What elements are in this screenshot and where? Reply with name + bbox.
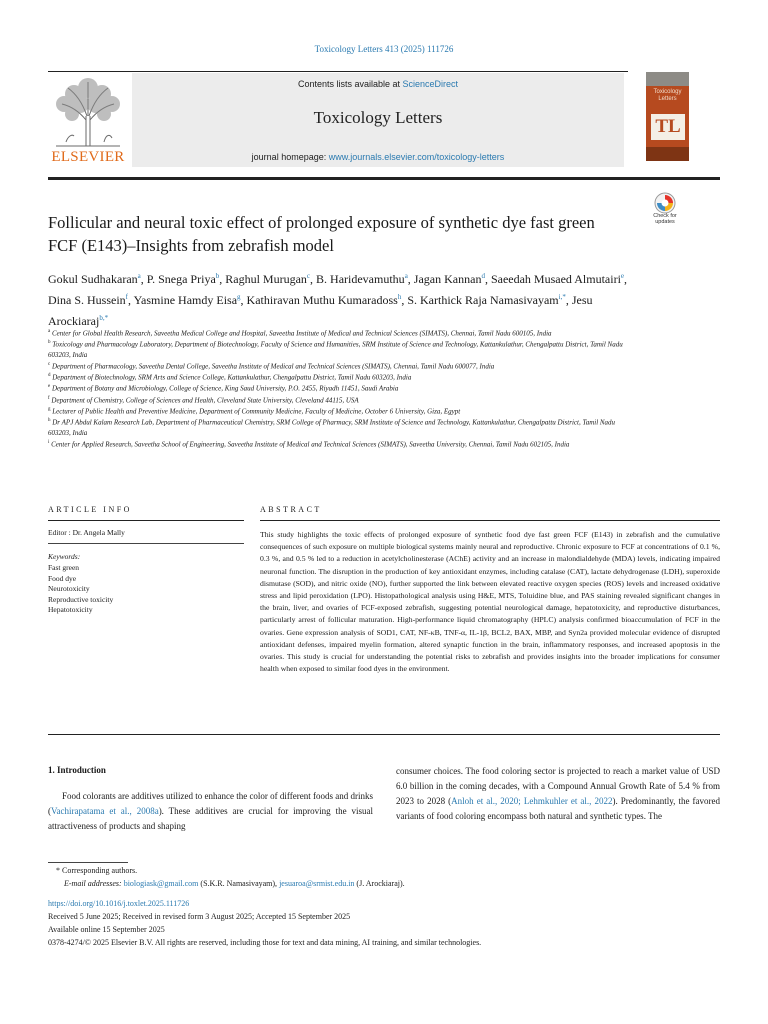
author-affiliation-marker[interactable]: g (237, 293, 241, 301)
cover-title: Toxicology Letters (653, 89, 682, 102)
email-owner-2: (J. Arockiaraj). (354, 879, 405, 888)
author-name[interactable]: Yasmine Hamdy Eisa (133, 293, 238, 307)
author-separator: , (565, 293, 572, 307)
author-name[interactable]: Jagan Kannan (413, 272, 482, 286)
affiliation-marker: h (48, 418, 51, 424)
affiliation-text: Center for Applied Research, Saveetha School of Engineering, Saveetha Institute of Medical and Technical Sciences (SIMATS), Saveetha University, Chennai, Tamil Nadu 602105, India (51, 439, 570, 448)
masthead-top-rule (48, 71, 628, 72)
affiliation-item (48, 382, 638, 393)
masthead-bottom-rule (48, 177, 720, 180)
introduction-paragraph-right (396, 764, 720, 824)
editor-line: Editor : Dr. Angela Mally (48, 528, 125, 537)
author-affiliation-marker[interactable]: b (215, 272, 220, 280)
introduction-heading: 1. Introduction (48, 765, 106, 775)
citation-link[interactable]: Anloh et al., 2020; Lehmkuhler et al., 2022 (451, 796, 613, 806)
author-name[interactable]: Kathiravan Muthu Kumaradoss (246, 293, 398, 307)
affiliation-item (48, 394, 638, 405)
article-info-rule (48, 520, 244, 521)
affiliation-item (48, 371, 638, 382)
homepage-line (132, 152, 624, 162)
author-name[interactable]: B. Haridevamuthu (316, 272, 405, 286)
author-affiliation-marker[interactable]: i,* (558, 293, 566, 301)
author-name[interactable]: Gokul Sudhakaran (48, 272, 138, 286)
author-separator: , (240, 293, 247, 307)
keyword-item: Reproductive toxicity (48, 594, 114, 604)
abstract-rule (260, 520, 720, 521)
intro-right-text-2: ). Predominantly, the favored variants of food coloring encompass both natural and synthetic types. The (396, 796, 721, 821)
corresponding-authors-note: * Corresponding authors. (56, 866, 138, 875)
keyword-item: Neurotoxicity (48, 584, 90, 593)
journal-title: Toxicology Letters (313, 108, 443, 127)
affiliation-item (48, 338, 638, 359)
keywords-list (48, 563, 113, 616)
author-affiliation-marker[interactable]: a (404, 272, 408, 280)
author-affiliation-marker[interactable]: d (481, 272, 485, 280)
email-addresses-note (64, 879, 405, 888)
email-link-arockiaraj[interactable]: jesuaroa@srmist.edu.in (279, 879, 355, 888)
affiliation-marker: e (48, 384, 51, 390)
received-dates: Received 5 June 2025; Received in revised form 3 August 2025; Accepted 15 September 2025 (48, 912, 351, 921)
affiliation-item (48, 416, 638, 437)
contents-prefix: Contents lists available at (297, 79, 403, 89)
affiliation-marker: b (48, 340, 51, 346)
journal-homepage-link[interactable]: www.journals.elsevier.com/toxicology-letters (328, 152, 505, 162)
copyright-notice: 0378-4274/© 2025 Elsevier B.V. All rights are reserved, including those for text and data mining, AI training, and similar technologies. (48, 938, 482, 947)
author-affiliation-marker[interactable]: h (397, 293, 402, 301)
section-divider (48, 734, 720, 735)
check-for-updates-button[interactable] (644, 192, 686, 232)
check-for-updates-label: Check for updates (653, 213, 677, 225)
intro-left-text-2: ). These additives are crucial for improving the visual attractiveness of products and shaping (48, 806, 373, 831)
affiliation-marker: a (48, 329, 51, 334)
cover-top-band (646, 72, 689, 86)
author-name[interactable]: Jesu Arockiaraj (48, 293, 593, 328)
affiliation-text: Department of Pharmacology, Saveetha Dental College, Saveetha Institute of Medical and Technical Sciences (SIMATS), Chennai, Tamil Nadu 600077, India (51, 361, 495, 370)
contents-line (132, 79, 624, 89)
affiliation-item (48, 438, 638, 449)
email-label: E-mail addresses: (64, 879, 124, 888)
author-separator: , (624, 272, 628, 286)
author-affiliation-marker[interactable]: e (620, 272, 625, 280)
author-separator: , (407, 272, 414, 286)
affiliation-text: Lecturer of Public Health and Preventive Medicine, Department of Community Medicine, Faculty of Medicine, October 6 University, Giza, Egypt (52, 407, 461, 416)
doi-link[interactable]: https://doi.org/10.1016/j.toxlet.2025.111726 (48, 899, 190, 908)
email-owner-1: (S.K.R. Namasivayam), (198, 879, 280, 888)
affiliation-item (48, 327, 638, 338)
elsevier-tree-icon (52, 76, 124, 148)
citation-link[interactable]: Vachirapatama et al., 2008a (51, 806, 159, 816)
journal-cover-thumbnail[interactable] (646, 72, 689, 161)
cover-initials: TL (651, 114, 685, 140)
author-name[interactable]: Raghul Murugan (225, 272, 307, 286)
author-affiliation-marker[interactable]: a (137, 272, 141, 280)
author-separator: , (310, 272, 317, 286)
introduction-paragraph-left (48, 789, 373, 834)
author-separator: , (401, 293, 408, 307)
abstract-text: This study highlights the toxic effects of prolonged exposure of synthetic food dye fast green FCF (E143) in zebrafish and the cumulative consequences of such exposure on multiple biological systems mainly neural and reproductive. Chronic exposure to FCF at concentrations of 0.1 %, 0.3 %, and 0.5 % led to a reduction in acetylcholinesterase (AChE) activity and an increase in malondialdehyde (MDA) levels, indicating impaired neuronal function. The disruption in the production of key antioxidant enzymes, including catalase (CAT), lactate dehydrogenase (LDH), superoxide dismutase (SOD), and nitric oxide (NO), further supported the link between elevated reactive oxygen species (ROS) levels and increased oxidative stress and lipid peroxidation (LPO). Histopathological analysis using H&E, MTS, Toluidine blue, and PAS staining revealed significant changes in the brain, liver, and ovaries of FCF-exposed zebrafish, suggesting potential neurological damage, hepatotoxicity, and reproductive disturbances, particularly arrest of follicular maturation. High-performance liquid chromatography (HPLC) analysis confirmed bioaccumulation of FCF in the ovaries. Gene expression analysis of SOD1, CAT, NF-κB, TNF-α, IL-1β, BCL2, BAX, MBP, and Syn2a provided molecular evidence of disrupted antioxidant defenses, impaired myelin formation, altered synaptic function in the brain, inflammatory responses, and increased apoptosis in the ovaries. This study is crucial for understanding the potential risks to zebrafish and provides insights into the broader implications for consumer health when exposed to similar food dyes in the environment. (260, 530, 720, 674)
email-link-namasivayam[interactable]: biologiask@gmail.com (123, 879, 199, 888)
affiliation-text: Dr APJ Abdul Kalam Research Lab, Department of Pharmaceutical Chemistry, SRM College of Pharmacy, SRM Institute of Science and Technology, Kattankulathur, Chengalpattu District, Tamil Nadu 603203, India (48, 418, 616, 437)
affiliation-text: Department of Biotechnology, SRM Arts and Science College, Kattankulathur, Chengalpattu District, Tamil Nadu 603203, India (52, 373, 412, 382)
affiliation-marker: g (48, 406, 51, 412)
author-name[interactable]: Saeedah Musaed Almutairi (490, 272, 621, 286)
abstract-heading: ABSTRACT (260, 505, 322, 514)
author-name[interactable]: Dina S. Hussein (48, 293, 126, 307)
affiliation-text: Department of Botany and Microbiology, College of Science, King Saud University, P.O. 2455, Riyadh 11451, Saudi Arabia (51, 384, 399, 393)
intro-right-text-1: consumer choices. The food coloring sector is projected to reach a market value of USD 6.0 billion in the coming decades, with a Compound Annual Growth Rate of 5.4 % from 2023 to 2028 ( (396, 766, 720, 806)
author-separator: , (484, 272, 491, 286)
journal-reference[interactable]: Toxicology Letters 413 (2025) 111726 (314, 44, 454, 54)
article-title: Follicular and neural toxic effect of prolonged exposure of synthetic dye fast green FCF (E143)–Insights from zebrafish model (48, 213, 595, 255)
article-info-divider (48, 543, 244, 544)
homepage-prefix: journal homepage: (251, 152, 329, 162)
sciencedirect-link[interactable]: ScienceDirect (402, 79, 459, 89)
affiliation-list (48, 327, 638, 449)
affiliation-text: Toxicology and Pharmacology Laboratory, Department of Biotechnology, Faculty of Science and Humanities, SRM Institute of Science and Technology, Kattankulathur, Chengalpattu District, Tamil Nadu 603203, India (48, 340, 623, 359)
author-affiliation-marker[interactable]: f (125, 293, 129, 301)
elsevier-logo[interactable] (48, 76, 128, 164)
author-affiliation-marker[interactable]: c (306, 272, 311, 280)
author-name[interactable]: P. Snega Priya (146, 272, 216, 286)
author-separator: , (128, 293, 134, 307)
affiliation-item (48, 360, 638, 371)
footnote-rule (48, 862, 128, 863)
keyword-item: Fast green (48, 563, 80, 572)
journal-masthead (132, 73, 624, 167)
available-online-date: Available online 15 September 2025 (48, 925, 165, 934)
affiliation-marker: f (48, 395, 50, 401)
author-affiliation-marker[interactable]: b,* (99, 314, 109, 322)
author-separator: , (219, 272, 226, 286)
affiliation-text: Department of Chemistry, College of Sciences and Health, Cleveland State University, Cleveland 44115, USA (51, 395, 359, 404)
affiliation-marker: i (48, 439, 50, 445)
article-info-heading: ARTICLE INFO (48, 505, 132, 514)
affiliation-marker: d (48, 372, 51, 378)
affiliation-text: Center for Global Health Research, Saveetha Medical College and Hospital, Saveetha Institute of Medical and Technical Sciences (SIMATS), Chennai, Tamil Nadu 600105, India (51, 329, 552, 338)
keyword-item: Hepatotoxicity (48, 605, 93, 614)
keywords-heading: Keywords: (48, 552, 81, 561)
author-name[interactable]: S. Karthick Raja Namasivayam (407, 293, 559, 307)
author-list (48, 267, 648, 330)
elsevier-wordmark: ELSEVIER (51, 149, 125, 165)
keyword-item: Food dye (48, 573, 77, 583)
check-for-updates-icon (654, 192, 676, 214)
affiliation-item (48, 405, 638, 416)
intro-left-text-1: Food colorants are additives utilized to enhance the color of different foods and drinks ( (48, 791, 373, 816)
affiliation-marker: c (48, 361, 51, 367)
author-separator: , (140, 272, 147, 286)
cover-bottom-band (646, 147, 689, 161)
